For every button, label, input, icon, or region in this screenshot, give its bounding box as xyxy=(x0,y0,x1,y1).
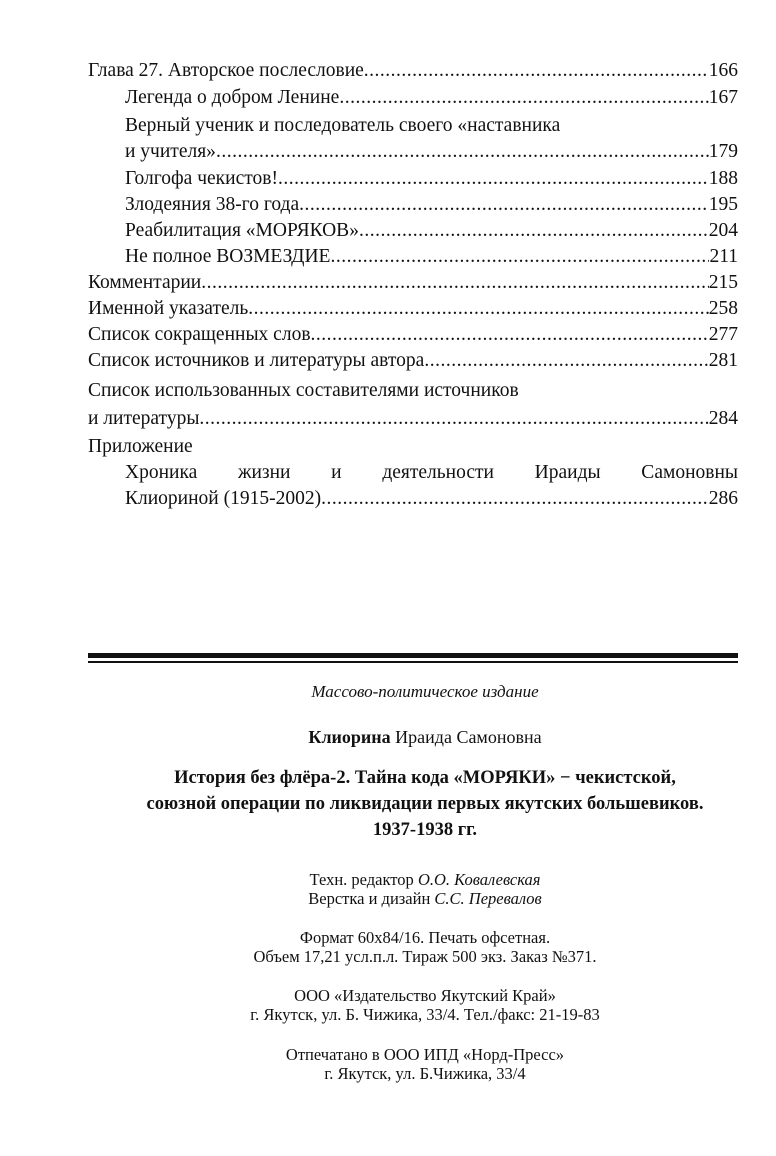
author-surname: Клиорина xyxy=(308,727,391,747)
toc-entry xyxy=(88,378,738,404)
dot-leader xyxy=(339,85,708,111)
toc-entry-title: Злодеяния 38-го года xyxy=(125,194,300,215)
dot-leader xyxy=(278,166,709,192)
dot-leader xyxy=(424,348,708,374)
toc-entry-title: Реабилитация «МОРЯКОВ» xyxy=(125,220,359,241)
toc-entry-page: 166 xyxy=(708,60,738,81)
dot-leader xyxy=(199,406,708,432)
toc-entry-title: Приложение xyxy=(88,436,193,457)
toc-entry xyxy=(125,85,738,111)
toc-entry xyxy=(125,244,738,270)
publisher-address: г. Якутск, ул. Б. Чижика, 33/4. Тел./факс: 21-19-83 xyxy=(250,1005,600,1024)
volume-line: Объем 17,21 усл.п.л. Тираж 500 экз. Заказ №371. xyxy=(253,947,597,966)
toc-entry xyxy=(88,296,738,322)
toc-entry xyxy=(88,270,738,296)
toc-entry xyxy=(125,192,738,218)
tech-editor-name: О.О. Ковалевская xyxy=(417,870,541,889)
toc-entry xyxy=(88,348,738,374)
toc-entry-title: и учителя» xyxy=(125,141,216,162)
book-title xyxy=(88,765,762,843)
credits xyxy=(88,870,762,908)
toc-entry-page: 179 xyxy=(708,141,738,162)
publisher-block xyxy=(88,986,762,1024)
toc-entry-page: 258 xyxy=(708,298,738,319)
dot-leader xyxy=(248,296,709,322)
toc-entry xyxy=(88,322,738,348)
toc-entry-title: Легенда о добром Ленине xyxy=(125,87,340,108)
print-specs xyxy=(88,928,762,966)
toc-entry-page: 286 xyxy=(708,488,738,509)
tech-editor-line xyxy=(88,870,762,889)
dot-leader xyxy=(201,270,709,296)
publisher-name: ООО «Издательство Якутский Край» xyxy=(294,986,556,1005)
toc-entry-title: Клиориной (1915-2002) xyxy=(125,488,322,509)
toc-entry xyxy=(125,139,738,165)
toc-entry-title: Именной указатель xyxy=(88,298,249,319)
toc-entry-title: Список источников и литературы автора xyxy=(88,350,425,371)
author-names: Ираида Самоновна xyxy=(390,727,542,747)
toc-entry-title: Список использованных составителями источников xyxy=(88,380,519,401)
dot-leader xyxy=(311,322,709,348)
toc-entry-page: 277 xyxy=(708,324,738,345)
tech-editor-label: Техн. редактор xyxy=(309,870,418,889)
layout-designer-name: С.С. Перевалов xyxy=(434,889,542,908)
toc-entry xyxy=(125,486,738,512)
toc-entry xyxy=(88,406,738,432)
toc-entry-page: 215 xyxy=(708,272,738,293)
toc-entry-page: 204 xyxy=(708,220,738,241)
toc-entry xyxy=(88,58,738,84)
title-line: 1937-1938 гг. xyxy=(372,820,478,840)
toc-entry-page: 284 xyxy=(708,408,738,429)
toc-entry-title: Комментарии xyxy=(88,272,202,293)
dot-leader xyxy=(299,192,709,218)
toc-entry-title: Верный ученик и последователь своего «наставника xyxy=(125,115,561,136)
layout-line xyxy=(88,889,762,908)
toc-entry-page: 211 xyxy=(709,246,738,267)
dot-leader xyxy=(216,139,709,165)
divider-thin xyxy=(88,661,738,663)
toc-entry-page: 188 xyxy=(708,168,738,189)
toc-entry xyxy=(88,434,738,460)
toc-entry-title: Хроника жизни и деятельности Ираиды Самоновны xyxy=(125,462,738,483)
toc-entry-page: 167 xyxy=(708,87,738,108)
divider-thick xyxy=(88,653,738,658)
toc-entry-title: Голгофа чекистов! xyxy=(125,168,278,189)
title-line: История без флёра-2. Тайна кода «МОРЯКИ» − чекистской, xyxy=(174,768,676,788)
printer-block xyxy=(88,1045,762,1083)
printer-address: г. Якутск, ул. Б.Чижика, 33/4 xyxy=(324,1064,526,1083)
toc-entry-page: 281 xyxy=(708,350,738,371)
dot-leader xyxy=(364,58,709,84)
toc-entry xyxy=(125,218,738,244)
toc-entry xyxy=(125,166,738,192)
author-line xyxy=(88,727,762,748)
toc-entry xyxy=(125,460,738,486)
format-line: Формат 60х84/16. Печать офсетная. xyxy=(299,928,551,947)
series-label: Массово-политическое издание xyxy=(311,682,539,701)
layout-label: Верстка и дизайн xyxy=(308,889,435,908)
toc-entry xyxy=(125,113,738,139)
printer-name: Отпечатано в ООО ИПД «Норд-Пресс» xyxy=(285,1045,565,1064)
dot-leader xyxy=(330,244,709,270)
dot-leader xyxy=(359,218,709,244)
dot-leader xyxy=(321,486,709,512)
toc-entry-title: и литературы xyxy=(88,408,200,429)
toc-entry-title: Не полное ВОЗМЕЗДИЕ xyxy=(125,246,331,267)
toc-entry-title: Глава 27. Авторское послесловие xyxy=(88,60,364,81)
title-line: союзной операции по ликвидации первых якутских большевиков. xyxy=(146,794,704,814)
toc-entry-page: 195 xyxy=(708,194,738,215)
toc-entry-title: Список сокращенных слов xyxy=(88,324,311,345)
